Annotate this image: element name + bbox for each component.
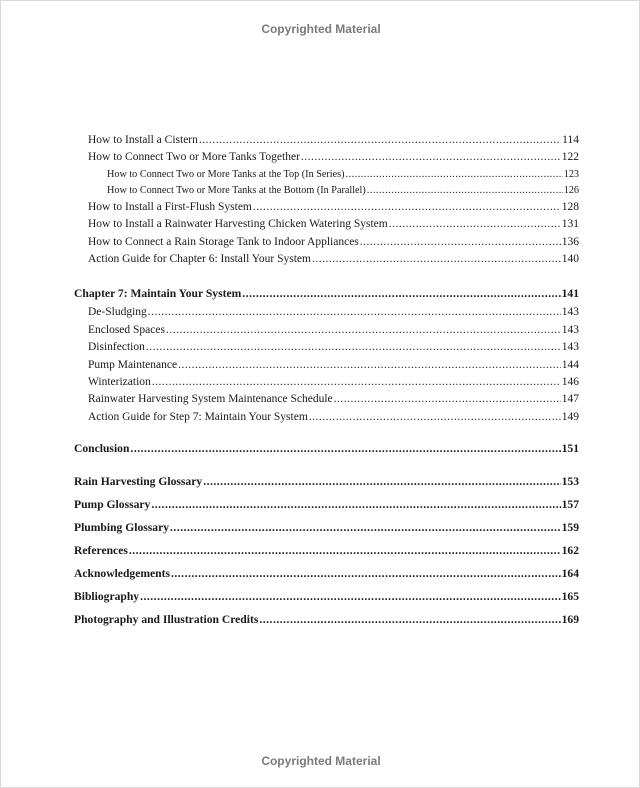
toc-entry-page: 114 (562, 134, 579, 146)
toc-entry-page: 123 (563, 168, 579, 180)
toc-entry-page: 143 (561, 323, 579, 336)
toc-chapter[interactable] (74, 564, 579, 584)
toc-subentry[interactable] (74, 183, 579, 199)
toc-entry-title: How to Connect Two or More Tanks at the Top (In Series) (107, 168, 345, 180)
toc-chapter[interactable] (74, 495, 579, 515)
toc-entry-page: 136 (561, 235, 579, 248)
leader-dots (151, 495, 560, 515)
toc-entry-title: How to Install a Cistern (88, 134, 198, 146)
toc-entry-page: 128 (561, 200, 579, 213)
toc-entry-page: 143 (561, 306, 579, 319)
toc-entry[interactable] (74, 132, 579, 149)
toc-entry-title: How to Connect Two or More Tanks at the Bottom (In Parallel) (107, 184, 366, 196)
toc-chapter[interactable] (74, 610, 579, 630)
table-of-contents (74, 132, 579, 630)
toc-chapter-page: 157 (561, 498, 579, 512)
toc-entry[interactable] (74, 199, 579, 216)
toc-chapter-title: Acknowledgements (74, 567, 170, 581)
leader-dots (166, 322, 561, 339)
leader-dots (360, 234, 561, 251)
toc-entry[interactable] (74, 391, 579, 408)
leader-dots (312, 251, 561, 268)
leader-dots (129, 541, 561, 561)
toc-entry-title: Action Guide for Chapter 6: Install Your System (88, 252, 311, 265)
leader-dots (309, 409, 561, 426)
toc-entry-page: 122 (561, 151, 579, 164)
toc-entry-page: 140 (561, 252, 579, 265)
leader-dots (334, 391, 561, 408)
toc-entry-title: How to Connect a Rain Storage Tank to Indoor Appliances (88, 235, 359, 248)
toc-entry[interactable] (74, 322, 579, 339)
leader-dots (259, 610, 560, 630)
toc-chapter-title: Conclusion (74, 442, 130, 456)
leader-dots (140, 587, 561, 607)
leader-dots (346, 167, 563, 183)
toc-chapter[interactable] (74, 472, 579, 492)
toc-entry-title: Disinfection (88, 341, 145, 354)
leader-dots (253, 199, 561, 216)
toc-chapter-page: 159 (561, 521, 579, 535)
toc-chapter[interactable] (74, 541, 579, 561)
toc-entry-title: Action Guide for Step 7: Maintain Your System (88, 410, 308, 423)
toc-entry-page: 126 (563, 184, 579, 196)
toc-chapter[interactable] (74, 587, 579, 607)
toc-entry[interactable] (74, 374, 579, 391)
toc-entry-title: Enclosed Spaces (88, 323, 165, 336)
toc-entry-title: How to Connect Two or More Tanks Together (88, 151, 300, 164)
toc-entry-title: How to Install a Rainwater Harvesting Chicken Watering System (88, 218, 388, 231)
leader-dots (130, 439, 560, 459)
leader-dots (170, 518, 561, 538)
leader-dots (152, 374, 561, 391)
toc-chapter[interactable] (74, 518, 579, 538)
toc-chapter-page: 164 (561, 567, 579, 581)
toc-entry-page: 144 (561, 358, 579, 371)
toc-entry-title: How to Install a First-Flush System (88, 200, 252, 213)
leader-dots (148, 304, 561, 321)
copyright-watermark-top: Copyrighted Material (261, 22, 381, 36)
toc-chapter-title: Plumbing Glossary (74, 521, 170, 535)
toc-chapter-title: Pump Glossary (74, 498, 151, 512)
leader-dots (146, 339, 561, 356)
toc-entry[interactable] (74, 149, 579, 166)
leader-dots (203, 472, 560, 492)
toc-chapter-page: 141 (561, 287, 579, 301)
leader-dots (242, 284, 560, 304)
leader-dots (301, 149, 561, 166)
leader-dots (178, 357, 561, 374)
toc-entry[interactable] (74, 357, 579, 374)
copyright-watermark-bottom: Copyrighted Material (261, 754, 381, 768)
toc-chapter-page: 162 (561, 544, 579, 558)
toc-entry-page: 131 (561, 218, 579, 231)
toc-chapter-page: 153 (561, 475, 579, 489)
leader-dots (199, 132, 561, 149)
toc-entry-page: 147 (561, 393, 579, 406)
leader-dots (171, 564, 561, 584)
leader-dots (389, 216, 561, 233)
leader-dots (367, 183, 563, 199)
toc-chapter-page: 165 (561, 590, 579, 604)
toc-chapter-title: Rain Harvesting Glossary (74, 475, 203, 489)
toc-entry[interactable] (74, 234, 579, 251)
toc-entry-page: 143 (561, 341, 579, 354)
toc-entry-page: 146 (561, 375, 579, 388)
toc-entry[interactable] (74, 251, 579, 268)
toc-entry-title: Rainwater Harvesting System Maintenance Schedule (88, 393, 333, 406)
toc-chapter-page: 169 (561, 613, 579, 627)
toc-chapter-title: Chapter 7: Maintain Your System (74, 287, 242, 301)
toc-chapter-page: 151 (561, 442, 579, 456)
toc-entry-title: De-Sludging (88, 306, 147, 319)
toc-subentry[interactable] (74, 167, 579, 183)
toc-entry[interactable] (74, 304, 579, 321)
toc-entry[interactable] (74, 409, 579, 426)
toc-chapter[interactable] (74, 284, 579, 304)
toc-chapter-title: References (74, 544, 128, 558)
toc-entry[interactable] (74, 216, 579, 233)
toc-chapter-title: Bibliography (74, 590, 140, 604)
toc-entry-page: 149 (561, 410, 579, 423)
toc-chapter-title: Photography and Illustration Credits (74, 613, 259, 627)
toc-entry-title: Winterization (88, 375, 151, 388)
toc-entry[interactable] (74, 339, 579, 356)
toc-chapter[interactable] (74, 439, 579, 459)
toc-entry-title: Pump Maintenance (88, 358, 178, 371)
